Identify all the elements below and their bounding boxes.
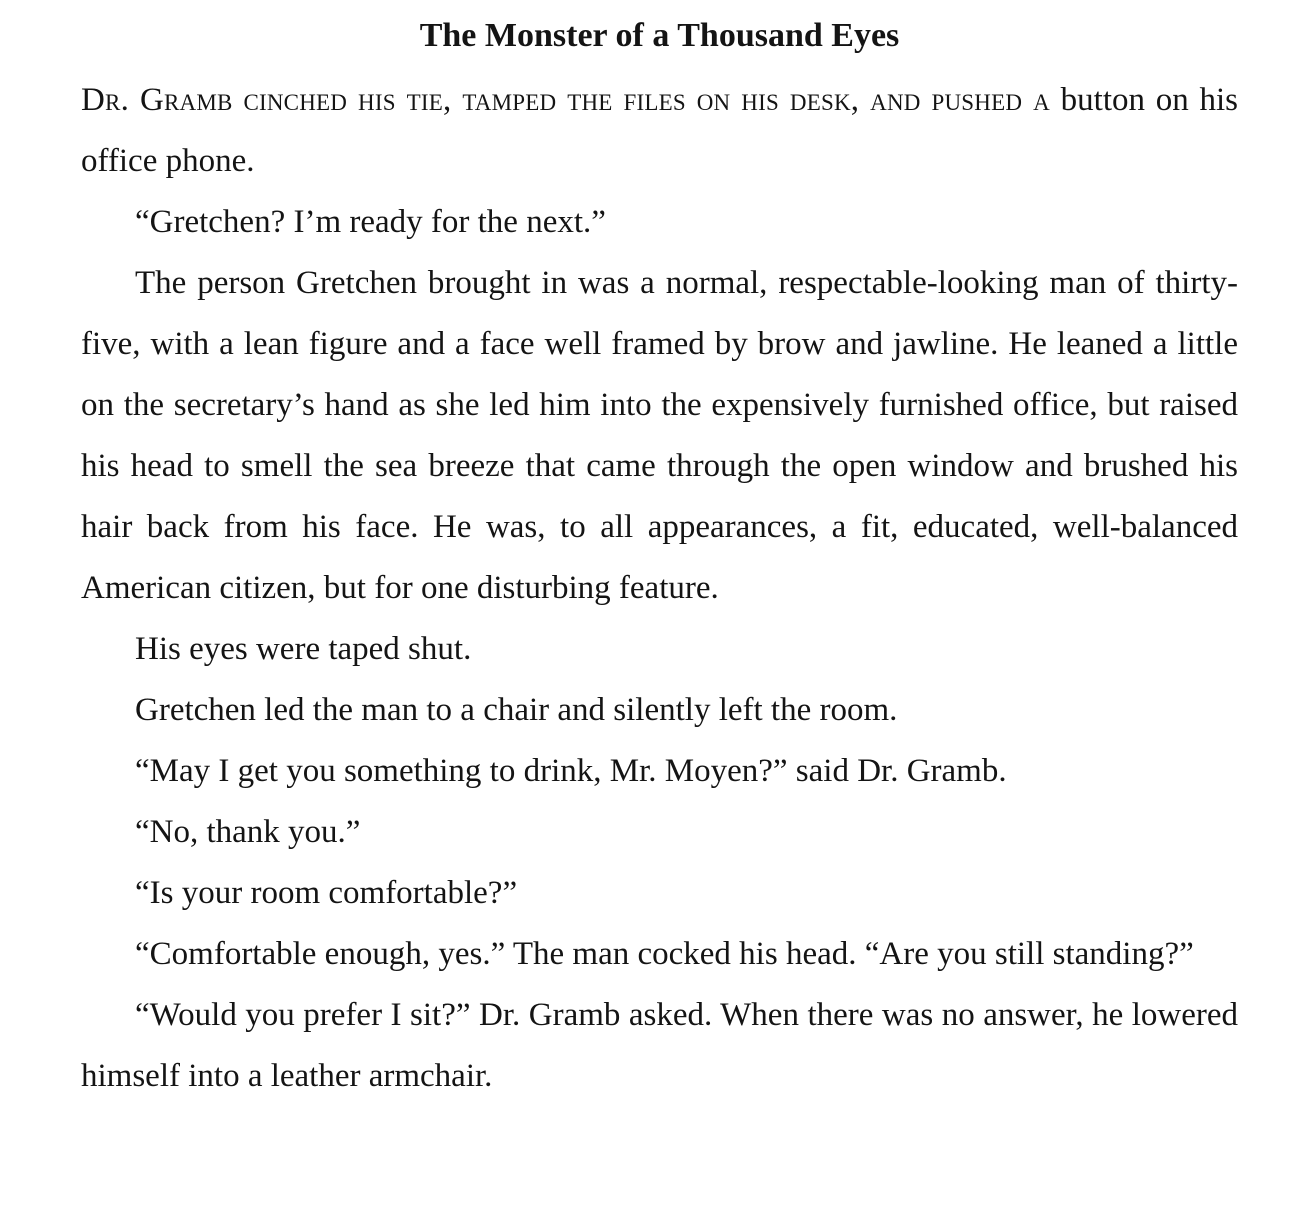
paragraph: Gretchen led the man to a chair and silently left the room. <box>135 692 898 728</box>
paragraph: “Gretchen? I’m ready for the next.” <box>135 204 606 240</box>
paragraph-text: button on his office phone. <box>81 82 1238 179</box>
paragraph: “May I get you something to drink, Mr. Moyen?” said Dr. Gramb. <box>135 753 1007 789</box>
title-spacer <box>81 60 1238 70</box>
chapter-title: The Monster of a Thousand Eyes <box>419 17 900 54</box>
paragraph: “Comfortable enough, yes.” The man cocked his head. “Are you still standing?” <box>135 936 1194 972</box>
paragraph: The person Gretchen brought in was a normal, respectable-looking man of thirty-five, with a lean figure and a face well framed by brow and jawline. He leaned a little on the secretary’s hand as she led him into the expensively furnished office, but raised his head to smell the sea breeze that came through the open window and brushed his hair back from his face. He was, to all appearances, a fit, educated, well-balanced American citizen, but for one disturbing feature. <box>81 265 1238 606</box>
paragraph: His eyes were taped shut. <box>135 631 472 667</box>
small-caps-lead-in: Dr. Gramb cinched his tie, tamped the files on his desk, and pushed a <box>81 82 1050 118</box>
paragraph: “Would you prefer I sit?” Dr. Gramb asked. When there was no answer, he lowered himself into a leather armchair. <box>81 997 1238 1094</box>
chapter-body <box>81 70 1238 1107</box>
paragraph: “Is your room comfortable?” <box>135 875 518 911</box>
paragraph: “No, thank you.” <box>135 814 361 850</box>
paragraph <box>81 70 1238 192</box>
